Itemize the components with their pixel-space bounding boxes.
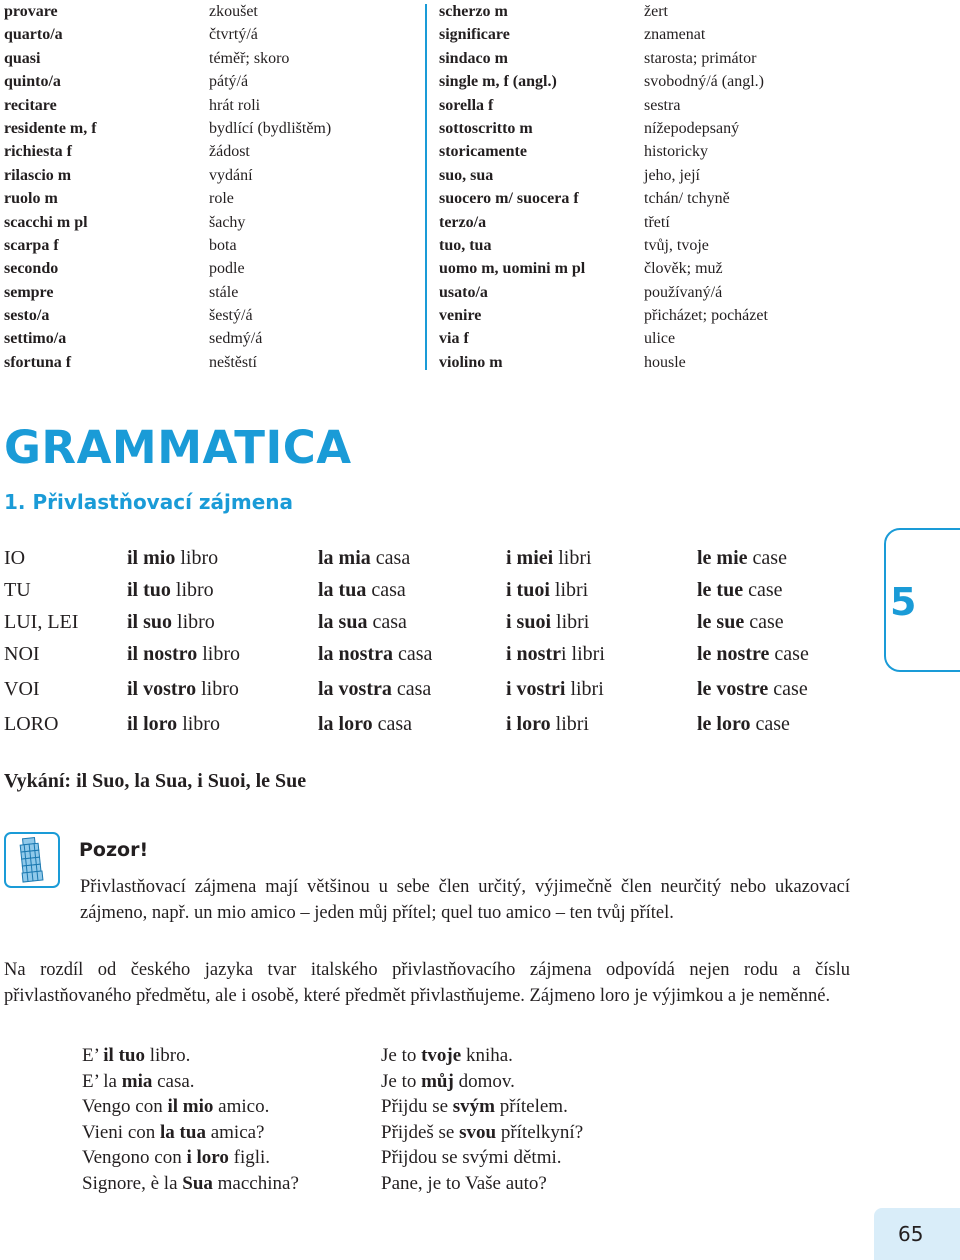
- italian-term: richiesta f: [4, 143, 72, 161]
- czech-translation: jeho, její: [644, 166, 700, 184]
- vocab-row: [4, 140, 331, 163]
- highlighted-word: svým: [452, 1096, 496, 1118]
- vocab-row: [4, 351, 331, 374]
- vocab-row: [439, 187, 768, 210]
- person-label: IO: [4, 546, 26, 569]
- noun: case: [768, 677, 808, 700]
- vocab-row: [4, 187, 331, 210]
- italian-term: sempre: [4, 283, 54, 301]
- italian-term: settimo/a: [4, 330, 67, 348]
- possessive-cell: [318, 713, 506, 736]
- czech-example: [381, 1043, 513, 1069]
- vocab-row: [4, 257, 331, 280]
- czech-translation: pátý/á: [209, 73, 249, 91]
- possessive-form: le sue: [697, 610, 745, 633]
- possessive-cell: [697, 678, 847, 701]
- possessive-cell: [318, 611, 506, 634]
- italian-example: [82, 1094, 381, 1120]
- czech-translation: bydlící (bydlištěm): [209, 119, 332, 137]
- possessive-form: le vostre: [697, 677, 769, 700]
- example-row: [82, 1120, 583, 1146]
- italian-term: recitare: [4, 96, 57, 114]
- possessive-cell: [697, 713, 847, 736]
- possessive-form: il tuo: [127, 578, 171, 601]
- italian-term: uomo m, uomini m pl: [439, 260, 586, 278]
- explanation-paragraph: Na rozdíl od českého jazyka tvar italského přivlastňovacího zájmena odpovídá nejen rodu a číslu přivlastňovaného předmětu, ale i osobě, které předmět přivlastňujeme. Zájmeno loro je výjimkou a je neměnné.: [4, 960, 850, 1006]
- noun: case: [743, 578, 783, 601]
- table-row: [4, 606, 847, 638]
- czech-translation: sestra: [644, 96, 681, 114]
- czech-translation: téměř; skoro: [209, 49, 290, 67]
- possessive-cell: [127, 678, 318, 701]
- czech-translation: podle: [209, 260, 245, 278]
- possessive-cell: [506, 643, 697, 666]
- vocab-row: [439, 257, 768, 280]
- possessive-form: il vostro: [127, 677, 197, 700]
- vocab-row: [4, 70, 331, 93]
- example-text: přítelem.: [495, 1096, 568, 1118]
- section-subheading: 1. Přivlastňovací zájmena: [4, 490, 294, 514]
- person-label: LUI, LEI: [4, 610, 79, 633]
- possessive-form: la vostra: [318, 677, 392, 700]
- person-label: TU: [4, 578, 31, 601]
- italian-term: scarpa f: [4, 236, 59, 254]
- possessive-cell: [506, 547, 697, 570]
- example-text: figli.: [228, 1147, 271, 1169]
- czech-translation: přicházet; pocházet: [644, 307, 768, 325]
- czech-translation: tvůj, tvoje: [644, 236, 709, 254]
- possessive-cell: [697, 579, 847, 602]
- vocab-row: [439, 140, 768, 163]
- person-label: VOI: [4, 677, 40, 700]
- possessive-form: il loro: [127, 713, 178, 735]
- warning-title: Pozor!: [79, 839, 149, 861]
- noun: case: [769, 642, 809, 665]
- italian-term: scherzo m: [439, 3, 508, 20]
- person-label: LORO: [4, 713, 59, 735]
- possessive-cell: [127, 611, 318, 634]
- noun: i libri: [561, 642, 605, 665]
- possessive-form: le loro: [697, 713, 751, 735]
- table-row: [4, 708, 847, 741]
- table-row: [4, 574, 847, 606]
- possessive-cell: [318, 678, 506, 701]
- italian-term: quasi: [4, 49, 41, 67]
- czech-translation: tchán/ tchyně: [644, 190, 730, 208]
- possessive-cell: [127, 547, 318, 570]
- italian-term: suo, sua: [439, 166, 494, 184]
- possessive-form: i loro: [506, 713, 551, 735]
- vocab-row: [4, 211, 331, 234]
- example-text: Přijdeš se: [381, 1121, 460, 1143]
- noun: libro: [196, 677, 239, 700]
- italian-term: suocero m/ suocera f: [439, 190, 579, 208]
- example-text: kniha.: [461, 1045, 513, 1066]
- vocab-row: [439, 281, 768, 304]
- vocab-row: [439, 23, 768, 46]
- example-text: macchina?: [212, 1172, 299, 1194]
- example-text: Signore, è la: [82, 1172, 183, 1194]
- example-text: Pane, je to Vaše auto?: [381, 1172, 547, 1194]
- possessive-cell: [506, 713, 697, 736]
- czech-translation: historicky: [644, 143, 708, 161]
- possessive-form: le nostre: [697, 642, 770, 665]
- vocab-row: [4, 94, 331, 117]
- vocab-row: [4, 304, 331, 327]
- italian-term: violino m: [439, 353, 503, 371]
- noun: libri: [551, 610, 590, 633]
- highlighted-word: můj: [421, 1070, 454, 1092]
- possessive-cell: [697, 547, 847, 570]
- noun: casa: [370, 546, 411, 569]
- vocab-row: [4, 117, 331, 140]
- possessive-form: le tue: [697, 578, 744, 601]
- possessive-form: i nostr: [506, 642, 561, 665]
- italian-example: [82, 1120, 381, 1146]
- noun: libri: [565, 677, 604, 700]
- warning-text: Přivlastňovací zájmena mají většinou u sebe člen určitý, výjimečně člen neurčitý nebo ukazovací zájmeno, např. un mio amico – jeden můj přítel; quel tuo amico – ten tvůj přítel.: [80, 877, 850, 923]
- vocab-row: [4, 47, 331, 70]
- czech-translation: člověk; muž: [644, 260, 723, 278]
- highlighted-word: svou: [459, 1121, 497, 1143]
- noun: libri: [553, 546, 592, 569]
- example-row: [82, 1145, 583, 1171]
- section-heading: GRAMMATICA: [4, 421, 352, 474]
- italian-term: rilascio m: [4, 166, 72, 184]
- possessive-form: il nostro: [127, 642, 198, 665]
- czech-translation: šachy: [209, 213, 246, 231]
- example-text: amico.: [213, 1096, 270, 1118]
- possessive-form: i suoi: [506, 610, 552, 633]
- czech-example: [381, 1094, 568, 1120]
- czech-example: [381, 1069, 515, 1095]
- italian-term: tuo, tua: [439, 236, 492, 254]
- italian-term: storicamente: [439, 143, 527, 161]
- possessive-form: la nostra: [318, 642, 393, 665]
- czech-translation: role: [209, 190, 234, 208]
- vocab-row: [439, 351, 768, 374]
- example-text: Vengono con: [82, 1147, 187, 1169]
- possessive-form: i tuoi: [506, 578, 550, 601]
- czech-translation: žádost: [209, 143, 250, 161]
- vocab-row: [4, 164, 331, 187]
- czech-example: [381, 1171, 547, 1197]
- italian-term: terzo/a: [439, 213, 487, 231]
- vocab-row: [439, 94, 768, 117]
- possessive-cell: [506, 579, 697, 602]
- possessive-form: la mia: [318, 546, 371, 569]
- possessive-form: i vostri: [506, 677, 566, 700]
- czech-translation: znamenat: [644, 26, 706, 44]
- italian-term: residente m, f: [4, 119, 97, 137]
- example-text: Je to: [381, 1045, 422, 1066]
- noun: casa: [372, 713, 413, 735]
- table-row: [4, 638, 847, 670]
- table-row: [4, 542, 847, 574]
- italian-term: ruolo m: [4, 190, 58, 208]
- noun: libro: [170, 578, 214, 601]
- noun: libro: [172, 610, 215, 633]
- italian-term: sindaco m: [439, 49, 508, 67]
- noun: libro: [197, 642, 240, 665]
- czech-translation: ulice: [644, 330, 676, 348]
- highlighted-word: i loro: [186, 1147, 229, 1169]
- italian-term: provare: [4, 3, 58, 20]
- highlighted-word: mia: [121, 1070, 153, 1092]
- example-row: [82, 1069, 583, 1095]
- italian-term: scacchi m pl: [4, 213, 88, 231]
- example-text: Vengo con: [82, 1096, 168, 1118]
- possessive-cell: [318, 579, 506, 602]
- possessive-form: il suo: [127, 610, 173, 633]
- czech-translation: vydání: [209, 166, 253, 184]
- czech-translation: žert: [644, 3, 668, 20]
- possessive-form: le mie: [697, 546, 748, 569]
- czech-example: [381, 1120, 583, 1146]
- czech-translation: hrát roli: [209, 96, 261, 114]
- czech-translation: stále: [209, 283, 239, 301]
- vocab-column-left: [4, 0, 331, 374]
- possessives-table: [4, 542, 847, 741]
- noun: casa: [391, 677, 432, 700]
- italian-term: quarto/a: [4, 26, 63, 44]
- highlighted-word: la tua: [160, 1121, 206, 1143]
- example-text: amica?: [205, 1121, 265, 1143]
- vocab-row: [439, 327, 768, 350]
- italian-term: sottoscritto m: [439, 119, 533, 137]
- example-text: E’ la: [82, 1070, 122, 1092]
- noun: libro: [177, 713, 220, 735]
- example-text: domov.: [453, 1070, 515, 1092]
- italian-example: [82, 1145, 381, 1171]
- example-text: přítelkyní?: [496, 1121, 584, 1143]
- czech-example: [381, 1145, 562, 1171]
- example-text: Vieni con: [82, 1121, 161, 1143]
- czech-translation: housle: [644, 353, 686, 371]
- vocab-row: [439, 47, 768, 70]
- vocab-row: [439, 70, 768, 93]
- vocab-row: [439, 304, 768, 327]
- italian-term: via f: [439, 330, 469, 348]
- examples-list: [82, 1043, 583, 1197]
- possessive-form: il mio: [127, 546, 176, 569]
- vocab-row: [439, 234, 768, 257]
- italian-term: quinto/a: [4, 73, 61, 91]
- example-text: Přijdu se: [381, 1096, 453, 1118]
- czech-translation: šestý/á: [209, 307, 253, 325]
- person-label: NOI: [4, 642, 40, 665]
- czech-translation: čtvrtý/á: [209, 26, 258, 44]
- example-text: libro.: [144, 1045, 191, 1066]
- vocab-row: [4, 23, 331, 46]
- italian-example: [82, 1043, 381, 1069]
- example-text: casa.: [152, 1070, 195, 1092]
- column-divider: [425, 4, 427, 370]
- possessive-cell: [318, 547, 506, 570]
- leaning-tower-icon: [4, 832, 60, 888]
- italian-example: [82, 1171, 381, 1197]
- possessive-cell: [318, 643, 506, 666]
- czech-translation: zkoušet: [209, 3, 258, 20]
- italian-term: sorella f: [439, 96, 494, 114]
- formal-address-note: Vykání: il Suo, la Sua, i Suoi, le Sue: [4, 770, 307, 792]
- czech-translation: svobodný/á (angl.): [644, 73, 764, 91]
- noun: libro: [175, 546, 219, 569]
- possessive-cell: [127, 643, 318, 666]
- italian-term: significare: [439, 26, 510, 44]
- page-number-box: [874, 1208, 960, 1260]
- noun: case: [750, 713, 790, 735]
- czech-translation: třetí: [644, 213, 670, 231]
- italian-term: usato/a: [439, 283, 488, 301]
- czech-translation: sedmý/á: [209, 330, 263, 348]
- page-number: 65: [898, 1222, 924, 1246]
- noun: casa: [393, 642, 433, 665]
- noun: libri: [549, 578, 589, 601]
- vocab-row: [4, 327, 331, 350]
- possessive-cell: [127, 579, 318, 602]
- vocab-row: [439, 0, 768, 23]
- possessive-form: i miei: [506, 546, 554, 569]
- possessive-cell: [697, 611, 847, 634]
- vocab-row: [439, 117, 768, 140]
- italian-term: secondo: [4, 260, 59, 278]
- noun: case: [747, 546, 787, 569]
- possessive-form: la tua: [318, 578, 367, 601]
- possessive-form: la sua: [318, 610, 368, 633]
- vocab-row: [439, 211, 768, 234]
- highlighted-word: Sua: [182, 1172, 213, 1194]
- vocab-column-right: [439, 0, 768, 374]
- czech-translation: neštěstí: [209, 353, 257, 371]
- possessive-cell: [127, 713, 318, 736]
- czech-translation: bota: [209, 236, 237, 254]
- highlighted-word: il tuo: [103, 1045, 145, 1066]
- noun: casa: [366, 578, 406, 601]
- czech-translation: starosta; primátor: [644, 49, 757, 67]
- vocab-row: [4, 234, 331, 257]
- chapter-tab: [884, 528, 960, 672]
- noun: libri: [550, 713, 589, 735]
- example-text: E’: [82, 1045, 104, 1066]
- possessive-form: la loro: [318, 713, 373, 735]
- italian-term: sesto/a: [4, 307, 50, 325]
- example-row: [82, 1043, 583, 1069]
- italian-example: [82, 1069, 381, 1095]
- czech-translation: nížepodepsaný: [644, 119, 740, 137]
- possessive-cell: [697, 643, 847, 666]
- vocab-row: [4, 281, 331, 304]
- example-row: [82, 1171, 583, 1197]
- czech-translation: používaný/á: [644, 283, 723, 301]
- possessive-cell: [506, 611, 697, 634]
- possessive-cell: [506, 678, 697, 701]
- highlighted-word: tvoje: [421, 1045, 462, 1066]
- highlighted-word: il mio: [167, 1096, 214, 1118]
- italian-term: single m, f (angl.): [439, 73, 557, 91]
- table-row: [4, 670, 847, 708]
- vocab-row: [439, 164, 768, 187]
- noun: case: [744, 610, 784, 633]
- italian-term: sfortuna f: [4, 353, 72, 371]
- italian-term: venire: [439, 307, 482, 325]
- example-text: Přijdou se svými dětmi.: [381, 1147, 562, 1169]
- noun: casa: [367, 610, 407, 633]
- example-text: Je to: [381, 1070, 422, 1092]
- vocab-row: [4, 0, 331, 23]
- example-row: [82, 1094, 583, 1120]
- chapter-number: 5: [890, 580, 917, 624]
